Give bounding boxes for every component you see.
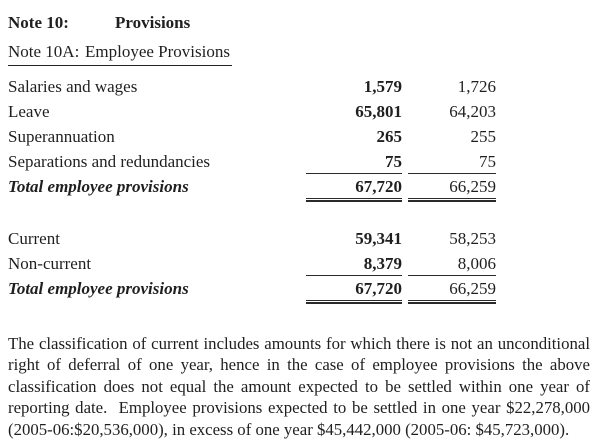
row-label: Leave	[8, 102, 50, 121]
current-year-value: 59,341	[355, 229, 402, 248]
current-year-value: 1,579	[363, 77, 402, 96]
prior-year-value: 66,259	[408, 278, 496, 301]
prior-year-value: 8,006	[408, 253, 496, 276]
current-year-value: 265	[376, 127, 402, 146]
current-year-value: 75	[306, 151, 402, 174]
prior-year-value: 66,259	[408, 176, 496, 199]
table-row-leave	[8, 99, 600, 124]
prior-year-value: 255	[470, 127, 496, 146]
row-label: Total employee provisions	[8, 279, 189, 298]
employee-provisions-table	[8, 74, 600, 199]
subnote-title: Employee Provisions	[85, 42, 230, 61]
table-row-noncurrent	[8, 251, 600, 276]
table-row-salaries	[8, 74, 600, 99]
classification-note-paragraph: The classification of current includes amounts for which there is not an unconditional right of deferral of one year, hence in the case of employee provisions the above classification does not equal the amount expected to be settled within one year of reporting date. Employee provisions expected to be settled in one year $22,278,000 (2005-06:$20,536,000), in excess of one year $45,442,000 (2005-06: $45,723,000).	[8, 334, 595, 439]
table-row-separations	[8, 149, 600, 174]
note-title: Provisions	[115, 13, 191, 32]
prior-year-value: 75	[408, 151, 496, 174]
table-row-total-employee-provisions	[8, 276, 600, 301]
subnote-number: Note 10A:	[8, 42, 80, 61]
table-row-current	[8, 226, 600, 251]
current-noncurrent-table	[8, 226, 600, 301]
note-number: Note 10:	[8, 13, 69, 32]
row-label: Current	[8, 229, 60, 248]
row-label: Non-current	[8, 254, 92, 273]
prior-year-value: 58,253	[449, 229, 496, 248]
row-label: Separations and redundancies	[8, 152, 211, 171]
current-year-value: 65,801	[355, 102, 402, 121]
current-year-value: 67,720	[306, 278, 402, 301]
subnote-heading	[8, 42, 600, 66]
current-year-value: 67,720	[306, 176, 402, 199]
current-year-value: 8,379	[306, 253, 402, 276]
prior-year-value: 1,726	[457, 77, 496, 96]
prior-year-value: 64,203	[449, 102, 496, 121]
note-heading	[8, 12, 600, 34]
row-label: Superannuation	[8, 127, 115, 146]
table-row-superannuation	[8, 124, 600, 149]
subnote-underline	[8, 42, 232, 66]
table-row-total-employee-provisions	[8, 174, 600, 199]
row-label: Salaries and wages	[8, 77, 138, 96]
row-label: Total employee provisions	[8, 177, 189, 196]
